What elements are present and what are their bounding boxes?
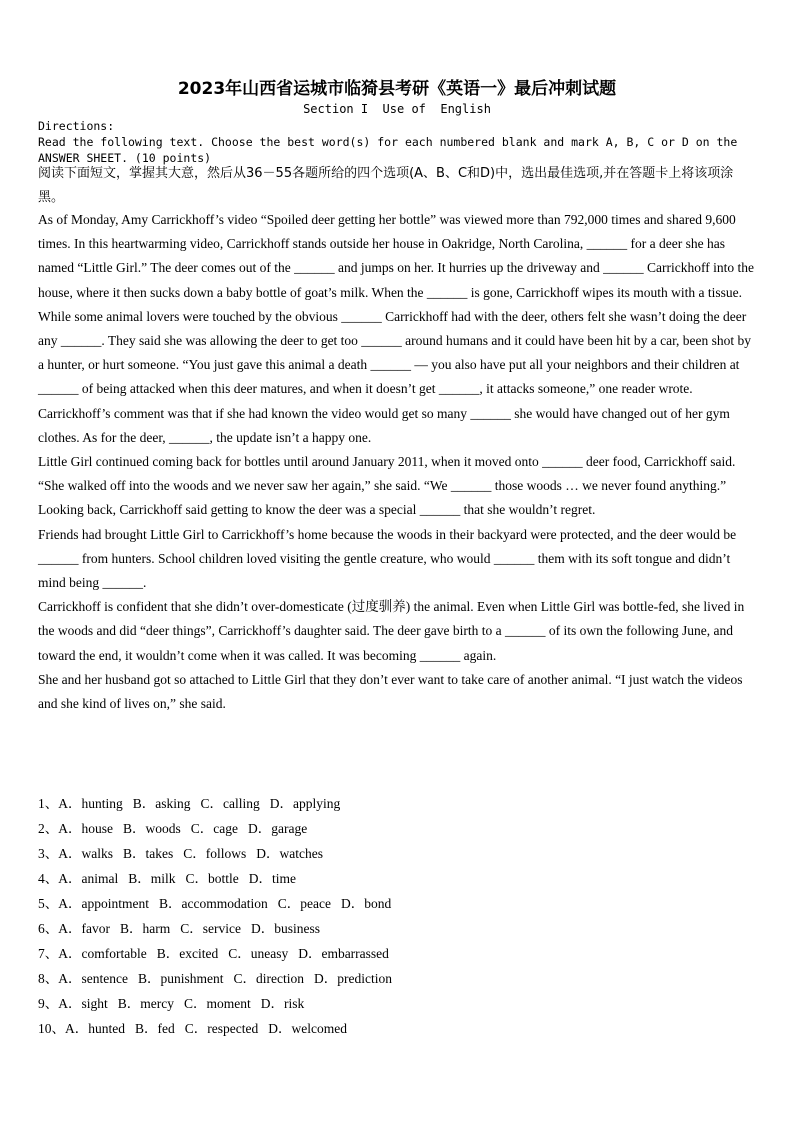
option-b: B．takes [123, 846, 174, 861]
option-c: C．peace [277, 896, 331, 911]
option-d: D．business [250, 921, 320, 936]
page-title: 2023年山西省运城市临猗县考研《英语一》最后冲刺试题 [177, 79, 617, 99]
question-list [38, 791, 758, 1041]
option-a: A．hunting [58, 796, 123, 811]
option-c: C．respected [184, 1021, 259, 1036]
question-number: 9、 [38, 996, 59, 1011]
option-d: D．welcomed [268, 1021, 347, 1036]
question-number: 6、 [38, 921, 59, 936]
option-d: D．bond [340, 896, 392, 911]
option-d: D．prediction [314, 971, 392, 986]
option-c: C．service [180, 921, 241, 936]
option-c: C．bottle [185, 871, 239, 886]
passage-paragraph: Carrickhoff’s comment was that if she had known the video would get so many ______ she would have changed out of her gym clothes. As for the deer, ______, the update isn’t a happy one. [38, 405, 730, 445]
passage-paragraph: While some animal lovers were touched by the obvious ______ Carrickhoff had with the deer, others felt she wasn’t doing the deer any ______. They said she was allowing the deer to get too ______ around humans and it could have been hit by a car, been shot by a hunter, or hurt someone. “You just gave this animal a death ______ — you also have put all your neighbors and their children at ______ of being attacked when this deer matures, and when it doesn’t get ______, it attacks someone,” one reader wrote. [38, 308, 752, 397]
option-b: B．fed [135, 1021, 175, 1036]
option-b: B．woods [123, 821, 181, 836]
question-item [38, 816, 758, 841]
section-heading: Section I Use of English [303, 102, 491, 116]
question-number: 7、 [38, 946, 59, 961]
question-item [38, 1016, 758, 1041]
option-d: D．time [248, 871, 297, 886]
question-item [38, 891, 758, 916]
option-d: D．garage [248, 821, 308, 836]
option-a: A．animal [58, 871, 119, 886]
option-a: A．comfortable [58, 946, 147, 961]
option-a: A．walks [58, 846, 113, 861]
passage-paragraph: Looking back, Carrickhoff said getting to know the deer was a special ______ that she wouldn’t regret. [38, 502, 596, 518]
option-c: C．calling [200, 796, 260, 811]
question-item [38, 916, 758, 941]
question-number: 5、 [38, 896, 59, 911]
option-c: C．moment [184, 996, 251, 1011]
option-a: A．appointment [58, 896, 149, 911]
question-item [38, 791, 758, 816]
option-c: C．direction [233, 971, 304, 986]
option-c: C．uneasy [228, 946, 289, 961]
option-a: A．sentence [58, 971, 128, 986]
option-a: A．favor [58, 921, 110, 936]
directions-chinese: 阅读下面短文，掌握其大意，然后从36－55各题所给的四个选项(A、B、C和D)中，选出最佳选项,并在答题卡上将该项涂黑。 [38, 166, 734, 205]
question-number: 3、 [38, 846, 59, 861]
option-c: C．cage [190, 821, 238, 836]
question-item [38, 841, 758, 866]
question-item [38, 991, 758, 1016]
option-b: B．milk [128, 871, 176, 886]
option-b: B．mercy [117, 996, 175, 1011]
question-number: 10、 [38, 1021, 65, 1036]
directions-label: Directions: [38, 119, 115, 133]
option-b: B．harm [119, 921, 171, 936]
option-a: A．hunted [65, 1021, 125, 1036]
passage [38, 208, 758, 716]
passage-paragraph: Carrickhoff is confident that she didn’t over-domesticate (过度驯养) the animal. Even when Little Girl was bottle-fed, she lived in the woods and did “deer things”, Carrickhoff’s daughter said. The deer gave birth to a ______ of its own the following June, and toward the end, it wouldn’t come when it was called. It was becoming ______ again. [38, 599, 745, 663]
question-number: 1、 [38, 796, 59, 811]
question-number: 2、 [38, 821, 59, 836]
option-a: A．sight [58, 996, 108, 1011]
option-b: B．excited [156, 946, 219, 961]
option-d: D．watches [256, 846, 323, 861]
directions-line-2: ANSWER SHEET. (10 points) [38, 151, 212, 165]
option-b: B．asking [132, 796, 191, 811]
passage-paragraph: Friends had brought Little Girl to Carrickhoff’s home because the woods in their backyard were protected, and the deer would be ______ from hunters. School children loved visiting the gentle creature, who would ______ them with its soft tongue and didn’t mind being ______. [38, 526, 737, 591]
directions-line-1: Read the following text. Choose the best word(s) for each numbered blank and mark A, B, C or D on the [38, 135, 738, 149]
option-c: C．follows [183, 846, 247, 861]
question-item [38, 941, 758, 966]
option-b: B．accommodation [159, 896, 268, 911]
question-item [38, 966, 758, 991]
option-b: B．punishment [137, 971, 224, 986]
passage-paragraph: She and her husband got so attached to Little Girl that they don’t ever want to take care of another animal. “I just watch the videos and she kind of lives on,” she said. [38, 671, 743, 712]
option-d: D．applying [269, 796, 341, 811]
question-number: 4、 [38, 871, 59, 886]
question-number: 8、 [38, 971, 59, 986]
passage-paragraph: Little Girl continued coming back for bottles until around January 2011, when it moved onto ______ deer food, Carrickhoff said. “She walked off into the woods and we never saw her again,” she said. “We ______ those woods … we never found anything.” [38, 454, 736, 494]
option-a: A．house [58, 821, 113, 836]
passage-paragraph: As of Monday, Amy Carrickhoff’s video “Spoiled deer getting her bottle” was viewed more than 792,000 times and shared 9,600 times. In this heartwarming video, Carrickhoff stands outside her house in Oakridge, North Carolina, ______ for a deer she has named “Little Girl.” The deer comes out of the ______ and jumps on her. It hurries up the driveway and ______ Carrickhoff into the house, where it then sucks down a baby bottle of goat’s milk. When the ______ is gone, Carrickhoff wipes its mouth with a tissue. [38, 212, 754, 300]
option-d: D．risk [260, 996, 305, 1011]
question-item [38, 866, 758, 891]
option-d: D．embarrassed [298, 946, 389, 961]
